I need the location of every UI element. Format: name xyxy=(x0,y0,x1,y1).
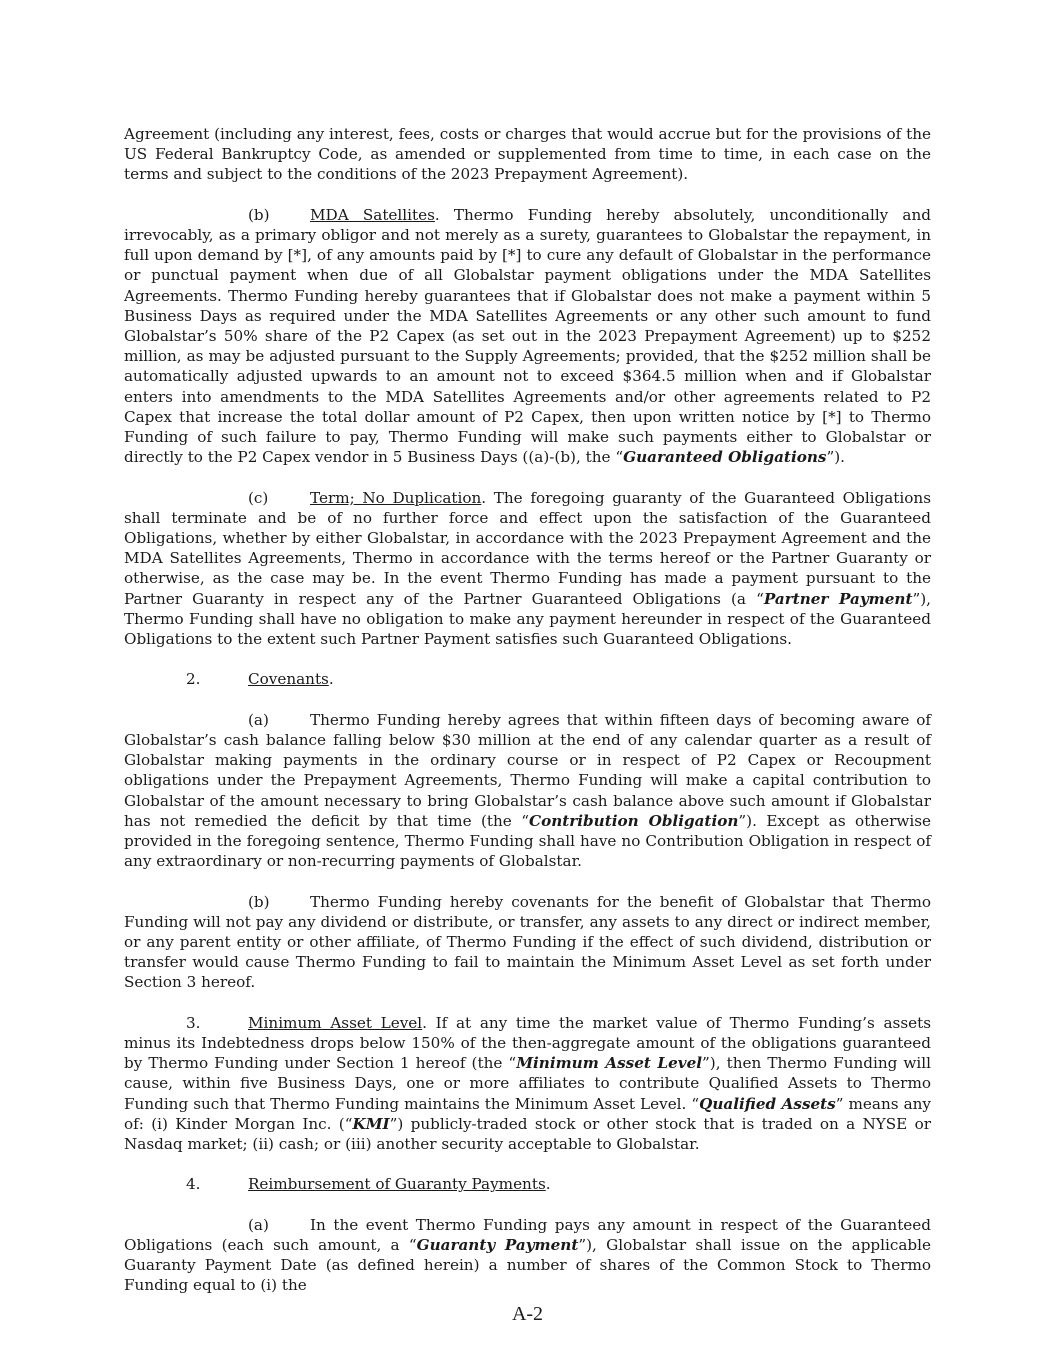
section-2a: (a) Thermo Funding hereby agrees that within fifteen days of becoming aware of Globalstar’s cash balance falling below $30 million at the end of any calendar quarter as a result of Globalstar making payments in the ordinary course or in respect of P2 Capex or Recoupment obligations under the Prepayment Agreements, Thermo Funding will make a capital contribution to Globalstar of the amount necessary to bring Globalstar’s cash balance above such amount if Globalstar has not remedied the deficit by that time (the “Contribution Obligation”). Except as otherwise provided in the foregoing sentence, Thermo Funding shall have no Contribution Obligation in respect of any extraordinary or non-recurring payments of Globalstar. xyxy=(124,710,931,871)
section-heading: Covenants xyxy=(248,670,329,689)
defined-term: Minimum Asset Level xyxy=(516,1054,703,1073)
section-heading: Reimbursement of Guaranty Payments xyxy=(248,1175,546,1194)
clause-heading: MDA Satellites xyxy=(310,205,435,224)
section-3: 3. Minimum Asset Level. If at any time the market value of Thermo Funding’s assets minus its Indebtedness drops below 150% of the then-aggregate amount of the obligations guaranteed by Thermo Funding under Section 1 hereof (the “Minimum Asset Level”), then Thermo Funding will cause, within five Business Days, one or more affiliates to contribute Qualified Assets to Thermo Funding such that Thermo Funding maintains the Minimum Asset Level. “Qualified Assets” means any of: (i) Kinder Morgan Inc. (“KMI”) publicly-traded stock or other stock that is traded on a NYSE or Nasdaq market; (ii) cash; or (iii) another security acceptable to Globalstar. xyxy=(124,1013,932,1154)
paragraph-continuation: Agreement (including any interest, fees, costs or charges that would accrue but for the provisions of the US Federal Bankruptcy Code, as amended or supplemented from time to time, in each case on the terms and subject to the conditions of the 2023 Prepayment Agreement). xyxy=(124,125,931,184)
defined-term: Guaranteed Obligations xyxy=(623,448,827,467)
defined-term: Qualified Assets xyxy=(699,1094,836,1113)
section-4a: (a) In the event Thermo Funding pays any amount in respect of the Guaranteed Obligations (each such amount, a “Guaranty Payment”), Globalstar shall issue on the applicable Guaranty Payment Date (as defined herein) a number of shares of the Common Stock to Thermo Funding equal to (i) the xyxy=(124,1215,931,1295)
clause-number: (a) xyxy=(248,710,269,729)
section-heading: Minimum Asset Level xyxy=(248,1013,423,1032)
clause-heading: Term; No Duplication xyxy=(310,488,482,507)
section-number: 3. xyxy=(186,1013,201,1032)
section-2b: (b) Thermo Funding hereby covenants for the benefit of Globalstar that Thermo Funding will not pay any dividend or distribute, or transfer, any assets to any direct or indirect member, or any parent entity or other affiliate, of Thermo Funding if the effect of such dividend, distribution or transfer would cause Thermo Funding to fail to maintain the Minimum Asset Level as set forth under Section 3 hereof. xyxy=(124,892,931,992)
section-1b: (b) MDA Satellites. Thermo Funding hereby absolutely, unconditionally and irrevocably, as a primary obligor and not merely as a surety, guarantees to Globalstar the repayment, in full upon demand by [*], of any amounts paid by [*] to cure any default of Globalstar in the performance or punctual payment when due of all Globalstar payment obligations under the MDA Satellites Agreements. Thermo Funding hereby guarantees that if Globalstar does not make a payment within 5 Business Days as required under the MDA Satellites Agreements or any other such amount to fund Globalstar’s 50% share of the P2 Capex (as set out in the 2023 Prepayment Agreement) up to $252 million, as may be adjusted pursuant to the Supply Agreements; provided, that the $252 million shall be automatically adjusted upwards to an amount not to exceed $364.5 million when and if Globalstar enters into amendments to the MDA Satellites Agreements and/or other agreements related to P2 Capex that increase the total dollar amount of P2 Capex, then upon written notice by [*] to Thermo Funding of such failure to pay, Thermo Funding will make such payments either to Globalstar or directly to the P2 Capex vendor in 5 Business Days ((a)-(b), the “Guaranteed Obligations”). xyxy=(124,205,931,467)
defined-term: Guaranty Payment xyxy=(416,1236,579,1255)
clause-number: (b) xyxy=(248,205,270,224)
defined-term: Contribution Obligation xyxy=(529,811,739,830)
page-number: A-2 xyxy=(511,1303,544,1325)
section-number: 4. xyxy=(186,1175,201,1194)
defined-term: KMI xyxy=(352,1114,390,1133)
defined-term: Partner Payment xyxy=(763,589,913,608)
clause-number: (c) xyxy=(248,488,269,507)
section-2-heading: 2. Covenants. xyxy=(186,670,334,689)
clause-number: (b) xyxy=(248,892,270,911)
section-1c: (c) Term; No Duplication. The foregoing guaranty of the Guaranteed Obligations shall terminate and be of no further force and effect upon the satisfaction of the Guaranteed Obligations, whether by either Globalstar, in accordance with the 2023 Prepayment Agreement and the MDA Satellites Agreements, Thermo in accordance with the terms hereof or the Partner Guaranty or otherwise, as the case may be. In the event Thermo Funding has made a payment pursuant to the Partner Guaranty in respect any of the Partner Guaranteed Obligations (a “Partner Payment”), Thermo Funding shall have no obligation to make any payment hereunder in respect of the Guaranteed Obligations to the extent such Partner Payment satisfies such Guaranteed Obligations. xyxy=(124,488,931,649)
clause-number: (a) xyxy=(248,1215,269,1234)
document-body xyxy=(124,124,931,1316)
section-number: 2. xyxy=(186,670,201,689)
section-4-heading: 4. Reimbursement of Guaranty Payments. xyxy=(186,1175,551,1194)
